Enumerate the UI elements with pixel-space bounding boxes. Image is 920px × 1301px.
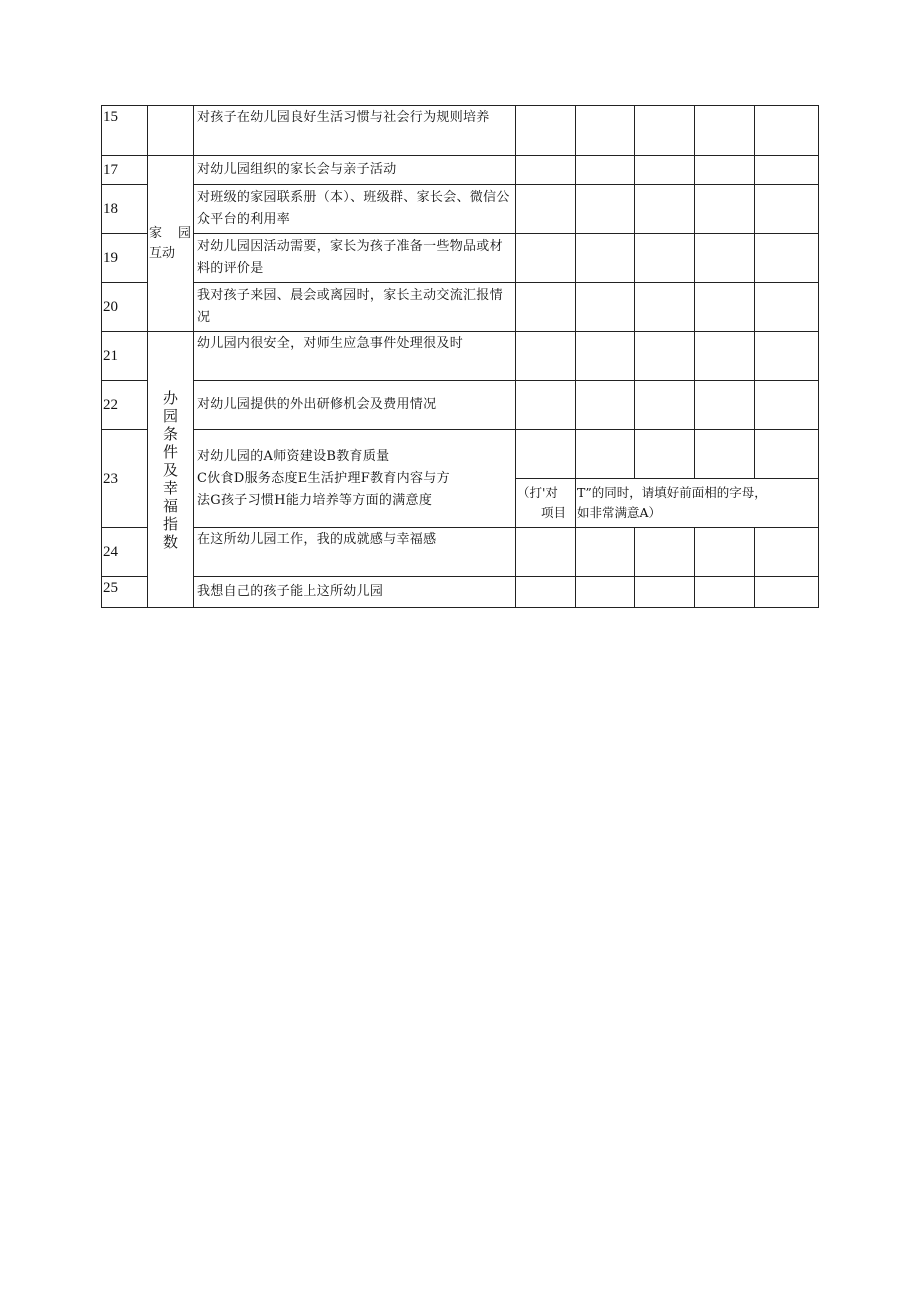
rating-cell[interactable]: [695, 381, 755, 430]
rating-cell[interactable]: [635, 430, 695, 479]
table-row: [102, 106, 819, 156]
table-row: [102, 577, 819, 608]
row-number: 21: [102, 332, 148, 381]
row-description: 对幼儿园因活动需要，家长为孩子准备一些物品或材料的评价是: [194, 234, 516, 283]
rating-cell[interactable]: [695, 234, 755, 283]
table-row: [102, 156, 819, 185]
rating-cell[interactable]: [516, 185, 576, 234]
row-description: 幼儿园内很安全，对师生应急事件处理很及时: [194, 332, 516, 381]
rating-cell[interactable]: [695, 156, 755, 185]
rating-cell[interactable]: [576, 156, 635, 185]
rating-cell[interactable]: [755, 106, 819, 156]
row-number: 19: [102, 234, 148, 283]
category-home-interaction: 家 园 互动: [148, 156, 194, 332]
row-number: 15: [102, 106, 148, 156]
rating-cell[interactable]: [695, 430, 755, 479]
rating-cell[interactable]: [755, 283, 819, 332]
table-row: [102, 234, 819, 283]
rating-cell[interactable]: [516, 528, 576, 577]
rating-cell[interactable]: [576, 106, 635, 156]
table-row: [102, 332, 819, 381]
row-number: 24: [102, 528, 148, 577]
table-row: [102, 381, 819, 430]
row-description: 对幼儿园组织的家长会与亲子活动: [194, 156, 516, 185]
rating-cell[interactable]: [695, 332, 755, 381]
rating-cell[interactable]: [755, 430, 819, 479]
rating-cell[interactable]: [576, 381, 635, 430]
row-description: 对幼儿园的A师资建设B教育质量 C伙食D服务态度E生活护理F教育内容与方 法G孩子习惯H能力培养等方面的满意度: [194, 430, 516, 528]
rating-cell[interactable]: [576, 332, 635, 381]
note-cell: （打'对 项目: [516, 479, 576, 528]
row-number: 20: [102, 283, 148, 332]
row-description: 我想自己的孩子能上这所幼儿园: [194, 577, 516, 608]
rating-cell[interactable]: [695, 283, 755, 332]
rating-cell[interactable]: [635, 106, 695, 156]
rating-cell[interactable]: [635, 156, 695, 185]
category-cell: [148, 106, 194, 156]
rating-cell[interactable]: [755, 332, 819, 381]
rating-cell[interactable]: [695, 528, 755, 577]
rating-cell[interactable]: [695, 106, 755, 156]
note-cell: T”的同时，请填好前面相的字母， 如非常满意A）: [576, 479, 819, 528]
rating-cell[interactable]: [576, 283, 635, 332]
rating-cell[interactable]: [755, 234, 819, 283]
rating-cell[interactable]: [755, 528, 819, 577]
rating-cell[interactable]: [516, 577, 576, 608]
row-description: 在这所幼儿园工作，我的成就感与幸福感: [194, 528, 516, 577]
rating-cell[interactable]: [635, 185, 695, 234]
rating-cell[interactable]: [516, 381, 576, 430]
rating-cell[interactable]: [576, 185, 635, 234]
rating-cell[interactable]: [576, 528, 635, 577]
table-row: [102, 185, 819, 234]
row-number: 25: [102, 577, 148, 608]
rating-cell[interactable]: [516, 156, 576, 185]
row-number: 18: [102, 185, 148, 234]
row-number: 22: [102, 381, 148, 430]
rating-cell[interactable]: [695, 185, 755, 234]
rating-cell[interactable]: [695, 577, 755, 608]
rating-cell[interactable]: [635, 283, 695, 332]
category-school-conditions: 办 园 条 件 及 幸 福 指 数: [148, 332, 194, 608]
rating-cell[interactable]: [516, 234, 576, 283]
rating-cell[interactable]: [755, 381, 819, 430]
rating-cell[interactable]: [516, 430, 576, 479]
rating-cell[interactable]: [635, 381, 695, 430]
table-row: [102, 528, 819, 577]
row-number: 23: [102, 430, 148, 528]
rating-cell[interactable]: [635, 577, 695, 608]
row-description: 对幼儿园提供的外出研修机会及费用情况: [194, 381, 516, 430]
rating-cell[interactable]: [755, 156, 819, 185]
row-description: 对孩子在幼儿园良好生活习惯与社会行为规则培养: [194, 106, 516, 156]
table-row: [102, 283, 819, 332]
row-description: 我对孩子来园、晨会或离园时，家长主动交流汇报情况: [194, 283, 516, 332]
rating-cell[interactable]: [635, 332, 695, 381]
rating-cell[interactable]: [516, 332, 576, 381]
rating-cell[interactable]: [576, 430, 635, 479]
rating-cell[interactable]: [755, 185, 819, 234]
survey-table: [101, 105, 819, 608]
rating-cell[interactable]: [576, 577, 635, 608]
rating-cell[interactable]: [516, 106, 576, 156]
rating-cell[interactable]: [635, 234, 695, 283]
rating-cell[interactable]: [516, 283, 576, 332]
row-number: 17: [102, 156, 148, 185]
rating-cell[interactable]: [635, 528, 695, 577]
rating-cell[interactable]: [755, 577, 819, 608]
rating-cell[interactable]: [576, 234, 635, 283]
row-description: 对班级的家园联系册（本）、班级群、家长会、微信公众平台的利用率: [194, 185, 516, 234]
table-row: [102, 430, 819, 479]
